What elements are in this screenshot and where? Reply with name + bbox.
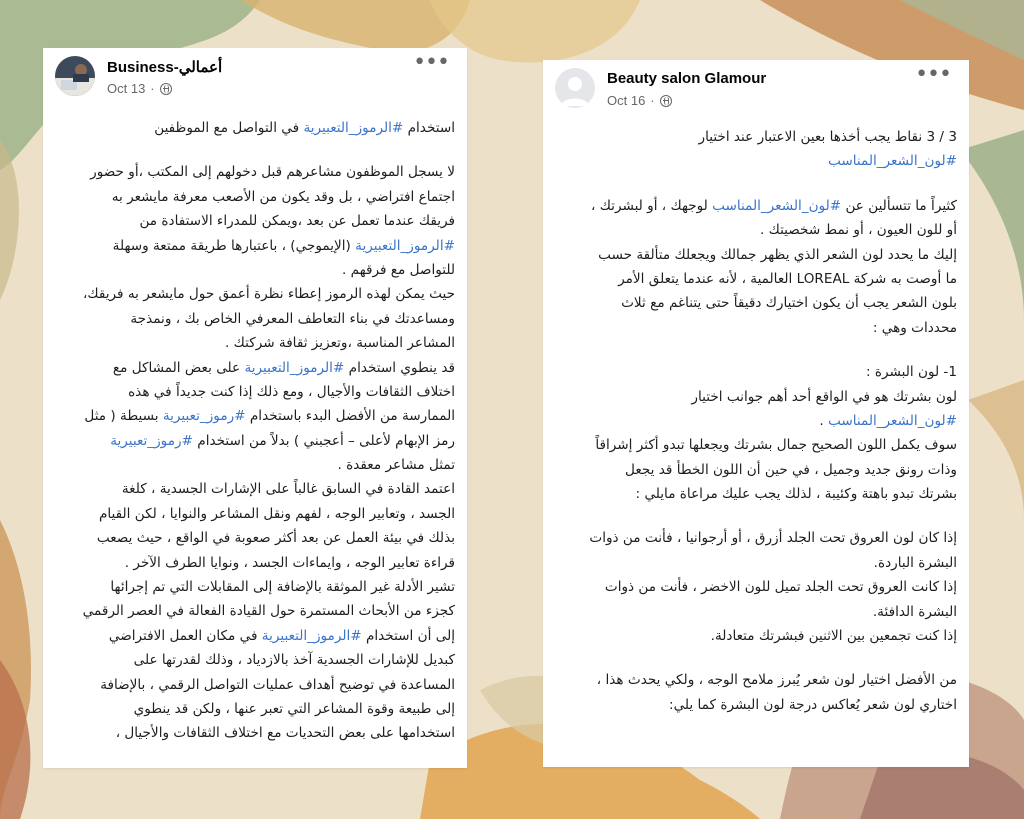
text-line: تشير الأدلة غير الموثقة بالإضافة إلى المقابلات التي تم إجرائها [110, 579, 455, 596]
text-line: ومساعدتك في بناء التعاطف المعرفي الخاص بك ، ونمذجة [130, 310, 455, 327]
text-line: إلى طبيعة وقوة المشاعر التي تعبر عنها ، ولكن قد ينطوي [133, 700, 455, 717]
text-line: 1- لون البشرة : [865, 364, 957, 381]
text-line: كجزء من الأبحاث المستمرة حول القيادة الفعالة في العصر الرقمي [82, 603, 455, 620]
text-line: إليك ما يحدد لون الشعر الذي يظهر جمالك ويجعلك متألقة حسب [598, 246, 957, 263]
post-meta: Oct 16 · [607, 93, 672, 108]
hashtag-link[interactable]: #الرموز_التعبيرية [303, 120, 404, 136]
text-line: المساعدة في توضيح أهداف عمليات التواصل الرقمي ، بالإضافة [100, 676, 455, 693]
more-options-button[interactable]: ••• [915, 62, 951, 87]
post-card-business [43, 48, 467, 768]
text-line: البشرة الدافئة. [872, 603, 957, 620]
globe-icon [660, 95, 672, 107]
text-line: اعتمد القادة في السابق غالباً على الإشارات الجسدية ، كلغة [121, 481, 455, 498]
hashtag-link[interactable]: #لون_الشعر_المناسب [828, 153, 957, 170]
globe-icon [160, 83, 172, 95]
hashtag-link[interactable]: #لون_الشعر_المناسب [828, 412, 957, 429]
avatar[interactable] [555, 68, 595, 108]
text-line: المشاعر المناسبة ،وتعزيز ثقافة شركتك . [225, 335, 455, 352]
text-line: الجسد ، وتعابير الوجه ، لفهم ونقل المشاعر والنوايا ، لكن القيام [99, 505, 455, 522]
text-line: البشرة الباردة. [873, 554, 957, 571]
text-line: قد ينطوي استخدام #الرموز_التعبيرية على بعض المشاكل مع [112, 359, 455, 376]
text-line: ما أوصت به شركة LOREAL العالمية ، لأنه عندما يتعلق الأمر [618, 270, 957, 287]
paragraph-gap [557, 648, 957, 668]
post-header [543, 60, 969, 120]
text-line: اختاري لون شعر يُعاكس درجة لون البشرة كما يلي: [669, 696, 957, 713]
text-line: فريقك عندما تعمل عن بعد ،ويمكن للمدراء الاستفادة من [139, 213, 455, 230]
hashtag-link[interactable]: #الرموز_التعبيرية [261, 627, 362, 644]
text-line: 3 / 3 نقاط يجب أخذها بعين الاعتبار عند اختيار [698, 129, 957, 145]
hashtag-link[interactable]: #الرموز_التعبيرية [355, 237, 455, 254]
text-line: محددات وهي : [872, 319, 957, 336]
text-line: اختلاف الثقافات والأجيال ، ومع ذلك إذا كنت جديداً في هذه [128, 383, 455, 400]
text-line: قراءة تعابير الوجه ، وايماءات الجسد ، ونوايا الطرف الآخر . [124, 554, 455, 571]
text-line: لا يسجل الموظفون مشاعرهم قبل دخولهم إلى المكتب ،أو حضور [90, 164, 455, 181]
paragraph-gap [557, 340, 957, 360]
text-line: بلون الشعر يجب أن يكون اختيارك دقيقاً حتى يتناغم مع ثلاث [621, 295, 957, 312]
text-line: من الأفضل اختيار لون شعر يُبرز ملامح الوجه ، ولكي يحدث هذا ، [596, 672, 957, 689]
text-line: أو للون العيون ، أو نمط شخصيتك . [759, 222, 957, 239]
text-line: إذا كانت العروق تحت الجلد تميل للون الاخضر ، فأنت من ذوات [604, 579, 957, 596]
post-date[interactable]: Oct 13 [107, 81, 146, 96]
paragraph-gap [57, 140, 455, 160]
avatar[interactable] [55, 56, 95, 96]
text-line: إلى أن استخدام #الرموز_التعبيرية في مكان العمل الافتراضي [108, 627, 455, 644]
hashtag-link[interactable]: #رموز_تعبيرية [110, 432, 193, 449]
text-line: #لون_الشعر_المناسب . [819, 412, 957, 429]
text-line: وذات رونق جديد وجميل ، في حين أن اللون الخطأ قد يجعل [625, 461, 957, 478]
text-line: استخدام #الرموز_التعبيرية في التواصل مع الموظفين [154, 120, 455, 136]
paragraph-gap [557, 174, 957, 194]
paragraph-gap [557, 506, 957, 526]
text-line: حيث يمكن لهذه الرموز إعطاء نظرة أعمق حول مايشعر به فريقك، [83, 286, 455, 303]
text-line: سوف يكمل اللون الصحيح جمال بشرتك ويجعلها تبدو أكثر إشراقاً [595, 437, 957, 454]
text-line: إذا كنت تجمعين بين الاثنين فبشرتك متعادلة. [710, 628, 957, 645]
text-line: لون بشرتك هو في الواقع أحد أهم جوانب اختيار [691, 388, 957, 405]
text-line: اجتماع افتراضي ، بل وقد يكون من الأصعب معرفة مايشعر به [111, 188, 455, 205]
text-line: كبديل للإشارات الجسدية آخذ بالازدياد ، وذلك لقدرتها على [133, 652, 455, 669]
post-card-beauty-salon [543, 60, 969, 767]
author-name[interactable]: Beauty salon Glamour [607, 70, 767, 87]
more-options-button[interactable]: ••• [413, 50, 449, 75]
hashtag-link[interactable]: #لون_الشعر_المناسب [712, 197, 842, 214]
post-date[interactable]: Oct 16 [607, 93, 646, 108]
text-line: #الرموز_التعبيرية (الإيموجي) ، باعتبارها طريقة ممتعة وسهلة [112, 237, 455, 254]
text-line: استخدامها على بعض التحديات مع اختلاف الثقافات والأجيال ، [115, 725, 455, 742]
hashtag-link[interactable]: #رموز_تعبيرية [162, 408, 246, 425]
post-header [43, 48, 467, 108]
author-name[interactable]: Business-أعمالي [107, 59, 223, 76]
post-text [57, 116, 455, 746]
post-text [557, 125, 957, 717]
text-line: رمز الإبهام لأعلى – أعجبني ) بدلاً من استخدام #رموز_تعبيرية [110, 432, 455, 449]
hashtag-link[interactable]: #الرموز_التعبيرية [244, 359, 345, 376]
text-line [557, 149, 957, 173]
text-line: الممارسة من الأفضل البدء باستخدام #رموز_تعبيرية بسيطة ( مثل [84, 408, 455, 425]
text-line: للتواصل مع فرقهم . [342, 261, 455, 278]
text-line: كثيراً ما تتسألين عن #لون_الشعر_المناسب لوجهك ، أو لبشرتك ، [591, 197, 957, 214]
text-line: بشرتك تبدو باهتة وكئيبة ، لذلك يجب عليك مراعاة مايلي : [635, 486, 957, 503]
text-line: بذلك في بيئة العمل عن بعد أكثر صعوبة في الواقع ، حيث يصعب [96, 530, 455, 547]
text-line: إذا كان لون العروق تحت الجلد أزرق ، أو أرجوانيا ، فأنت من ذوات [589, 530, 957, 547]
text-line: تمثل مشاعر معقدة . [337, 457, 455, 474]
post-meta: Oct 13 · [107, 81, 172, 96]
